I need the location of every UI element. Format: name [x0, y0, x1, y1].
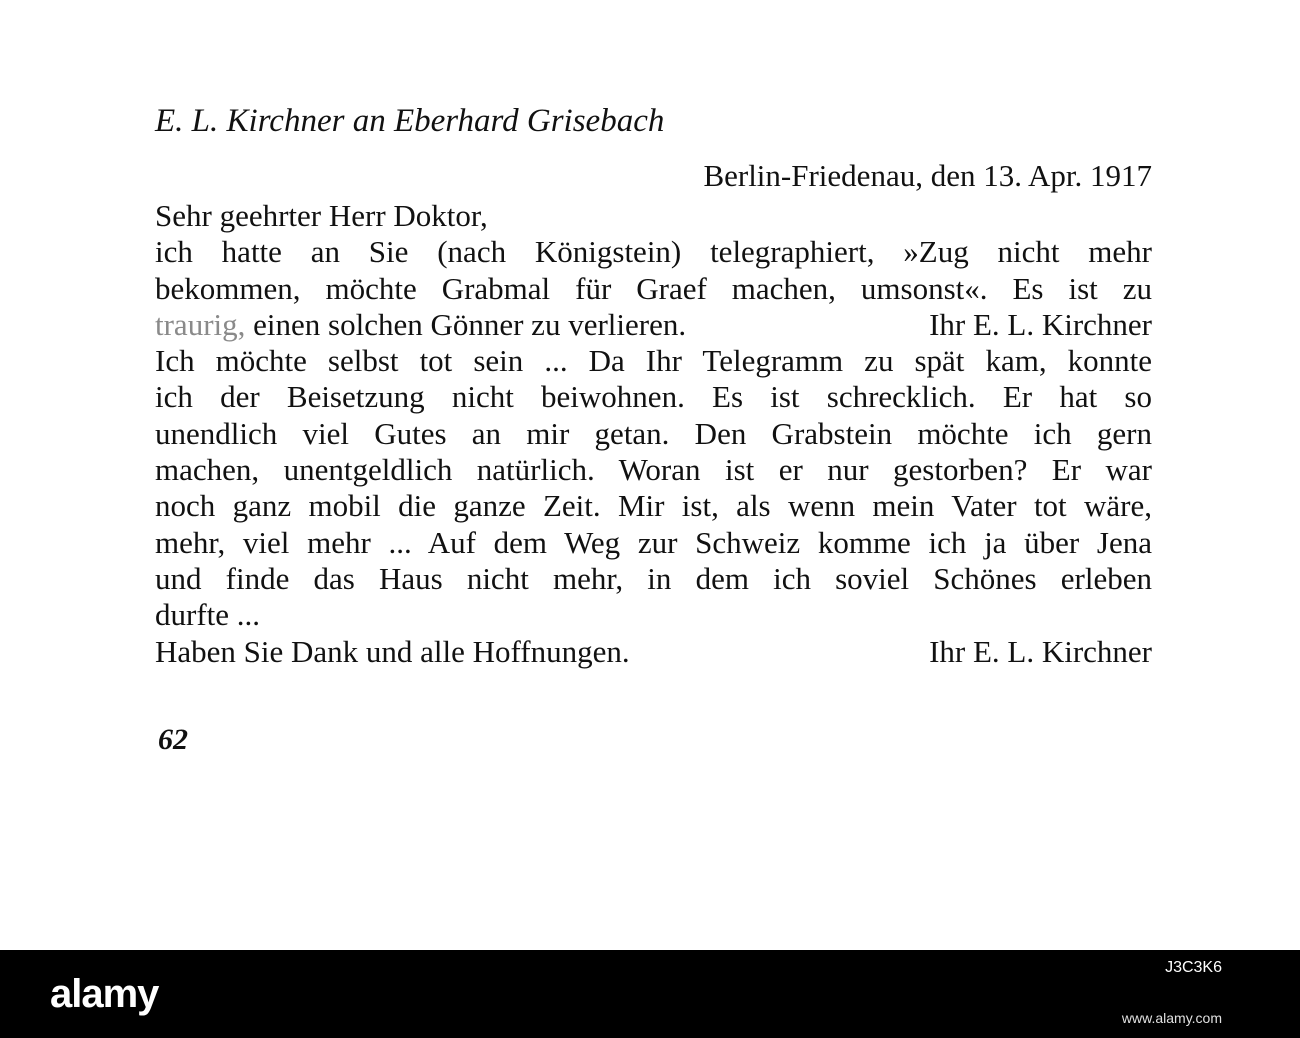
- image-id: [1122, 958, 1222, 1028]
- letter-line: noch ganz mobil die ganze Zeit. Mir ist, als wenn mein Vater tot wäre,: [155, 488, 1152, 524]
- image-id-text: J3C3K6: [1165, 959, 1222, 976]
- letter-heading: E. L. Kirchner an Eberhard Grisebach: [155, 103, 665, 139]
- letter-line: machen, unentgeldlich natürlich. Woran ist er nur gestorben? Er war: [155, 452, 1152, 488]
- stock-watermark-bar: [0, 950, 1300, 1038]
- letter-line: ich hatte an Sie (nach Königstein) telegraphiert, »Zug nicht mehr: [155, 234, 1152, 270]
- letter-closing-line: [155, 634, 1152, 670]
- letter-line: mehr, viel mehr ... Auf dem Weg zur Schweiz komme ich ja über Jena: [155, 524, 1152, 560]
- letter-salutation: Sehr geehrter Herr Doktor,: [155, 198, 488, 233]
- watermark-domain: www.alamy.com: [1121, 1010, 1222, 1026]
- page-number: 62: [158, 723, 188, 756]
- letter-line: Ich möchte selbst tot sein ... Da Ihr Telegramm zu spät kam, konnte: [155, 343, 1152, 379]
- alamy-logo: alamy: [50, 972, 159, 1016]
- faded-word: traurig,: [155, 306, 246, 342]
- letter-line: durfte ...: [155, 597, 261, 633]
- letter-line: bekommen, möchte Grabmal für Graef machen, umsonst«. Es ist zu: [155, 270, 1152, 306]
- letter-line: und finde das Haus nicht mehr, in dem ich soviel Schönes erleben: [155, 560, 1152, 596]
- letter-line-rest: einen solchen Gönner zu verlieren.: [253, 306, 687, 342]
- letter-line-with-signature: [155, 307, 1152, 343]
- letter-closing: Haben Sie Dank und alle Hoffnungen.: [155, 633, 630, 669]
- letter-body: [155, 198, 1152, 670]
- signature: Ihr E. L. Kirchner: [929, 633, 1152, 669]
- letter-line: ich der Beisetzung nicht beiwohnen. Es ist schrecklich. Er hat so: [155, 379, 1152, 415]
- signature: Ihr E. L. Kirchner: [929, 306, 1152, 342]
- letter-line-text: [155, 307, 686, 343]
- letter-line: unendlich viel Gutes an mir getan. Den Grabstein möchte ich gern: [155, 415, 1152, 451]
- letter-dateline: Berlin-Friedenau, den 13. Apr. 1917: [703, 158, 1152, 193]
